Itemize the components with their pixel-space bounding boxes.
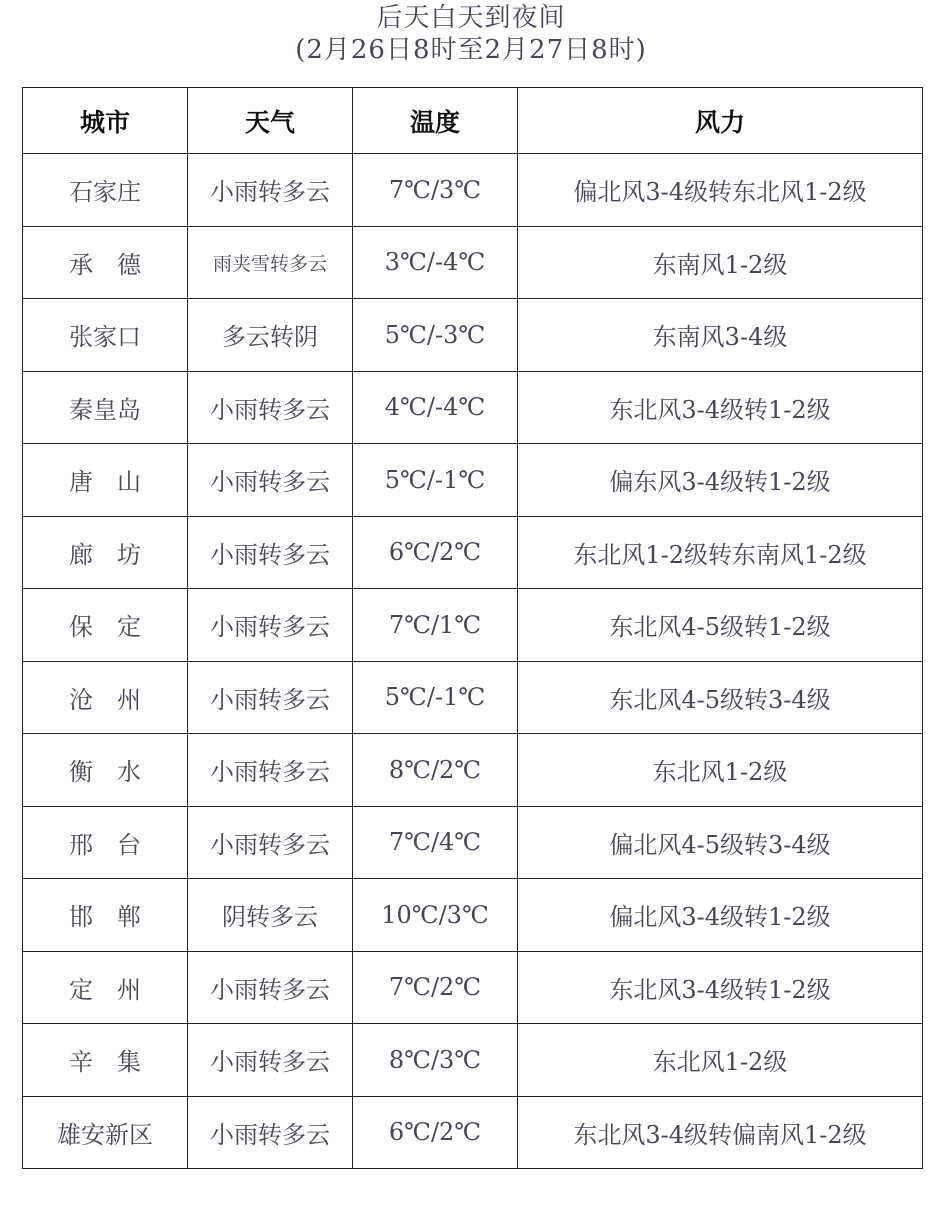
table-row [23,806,923,879]
header-wind: 风力 [518,88,923,154]
city-cell: 定州 [23,951,188,1024]
page-title [0,2,942,66]
city-cell: 邯郸 [23,879,188,952]
temperature-cell: 3℃/-4℃ [353,226,518,299]
weather-cell: 小雨转多云 [188,154,353,227]
table-row [23,661,923,734]
temperature-cell: 6℃/2℃ [353,516,518,589]
title-line-2: (2月26日8时至2月27日8时) [295,35,647,65]
temperature-cell: 8℃/2℃ [353,734,518,807]
wind-cell: 东南风1-2级 [518,226,923,299]
table-row [23,589,923,662]
temperature-cell: 5℃/-3℃ [353,299,518,372]
weather-cell: 阴转多云 [188,879,353,952]
city-cell: 唐山 [23,444,188,517]
temperature-cell: 8℃/3℃ [353,1024,518,1097]
header-temperature: 温度 [353,88,518,154]
title-line-1: 后天白天到夜间 [376,3,566,33]
weather-cell: 小雨转多云 [188,516,353,589]
temperature-cell: 7℃/1℃ [353,589,518,662]
wind-cell: 偏北风3-4级转1-2级 [518,879,923,952]
weather-cell: 小雨转多云 [188,1096,353,1169]
wind-cell: 东北风1-2级转东南风1-2级 [518,516,923,589]
table-header-row [23,88,923,154]
weather-cell: 小雨转多云 [188,951,353,1024]
wind-cell: 东北风3-4级转偏南风1-2级 [518,1096,923,1169]
wind-cell: 东北风1-2级 [518,734,923,807]
weather-cell: 雨夹雪转多云 [188,226,353,299]
wind-cell: 东北风4-5级转1-2级 [518,589,923,662]
temperature-cell: 6℃/2℃ [353,1096,518,1169]
temperature-cell: 4℃/-4℃ [353,371,518,444]
weather-cell: 小雨转多云 [188,589,353,662]
table-row [23,516,923,589]
table-row [23,154,923,227]
city-cell: 辛集 [23,1024,188,1097]
weather-cell: 小雨转多云 [188,1024,353,1097]
forecast-table [22,87,923,1169]
city-cell: 邢台 [23,806,188,879]
city-cell: 廊坊 [23,516,188,589]
city-cell: 秦皇岛 [23,371,188,444]
wind-cell: 偏北风4-5级转3-4级 [518,806,923,879]
weather-cell: 小雨转多云 [188,661,353,734]
temperature-cell: 5℃/-1℃ [353,661,518,734]
table-row [23,734,923,807]
city-cell: 张家口 [23,299,188,372]
table-row [23,1096,923,1169]
temperature-cell: 7℃/3℃ [353,154,518,227]
table-row [23,299,923,372]
wind-cell: 偏东风3-4级转1-2级 [518,444,923,517]
table-row [23,444,923,517]
temperature-cell: 10℃/3℃ [353,879,518,952]
weather-cell: 小雨转多云 [188,444,353,517]
temperature-cell: 7℃/4℃ [353,806,518,879]
wind-cell: 东北风3-4级转1-2级 [518,371,923,444]
header-weather: 天气 [188,88,353,154]
table-row [23,371,923,444]
city-cell: 承德 [23,226,188,299]
city-cell: 雄安新区 [23,1096,188,1169]
weather-cell: 多云转阴 [188,299,353,372]
header-city: 城市 [23,88,188,154]
wind-cell: 东北风4-5级转3-4级 [518,661,923,734]
temperature-cell: 7℃/2℃ [353,951,518,1024]
weather-cell: 小雨转多云 [188,734,353,807]
wind-cell: 东北风3-4级转1-2级 [518,951,923,1024]
city-cell: 沧州 [23,661,188,734]
table-row [23,879,923,952]
weather-cell: 小雨转多云 [188,371,353,444]
city-cell: 保定 [23,589,188,662]
table-row [23,951,923,1024]
table-row [23,1024,923,1097]
wind-cell: 东北风1-2级 [518,1024,923,1097]
temperature-cell: 5℃/-1℃ [353,444,518,517]
wind-cell: 偏北风3-4级转东北风1-2级 [518,154,923,227]
weather-cell: 小雨转多云 [188,806,353,879]
city-cell: 石家庄 [23,154,188,227]
table-row [23,226,923,299]
city-cell: 衡水 [23,734,188,807]
wind-cell: 东南风3-4级 [518,299,923,372]
